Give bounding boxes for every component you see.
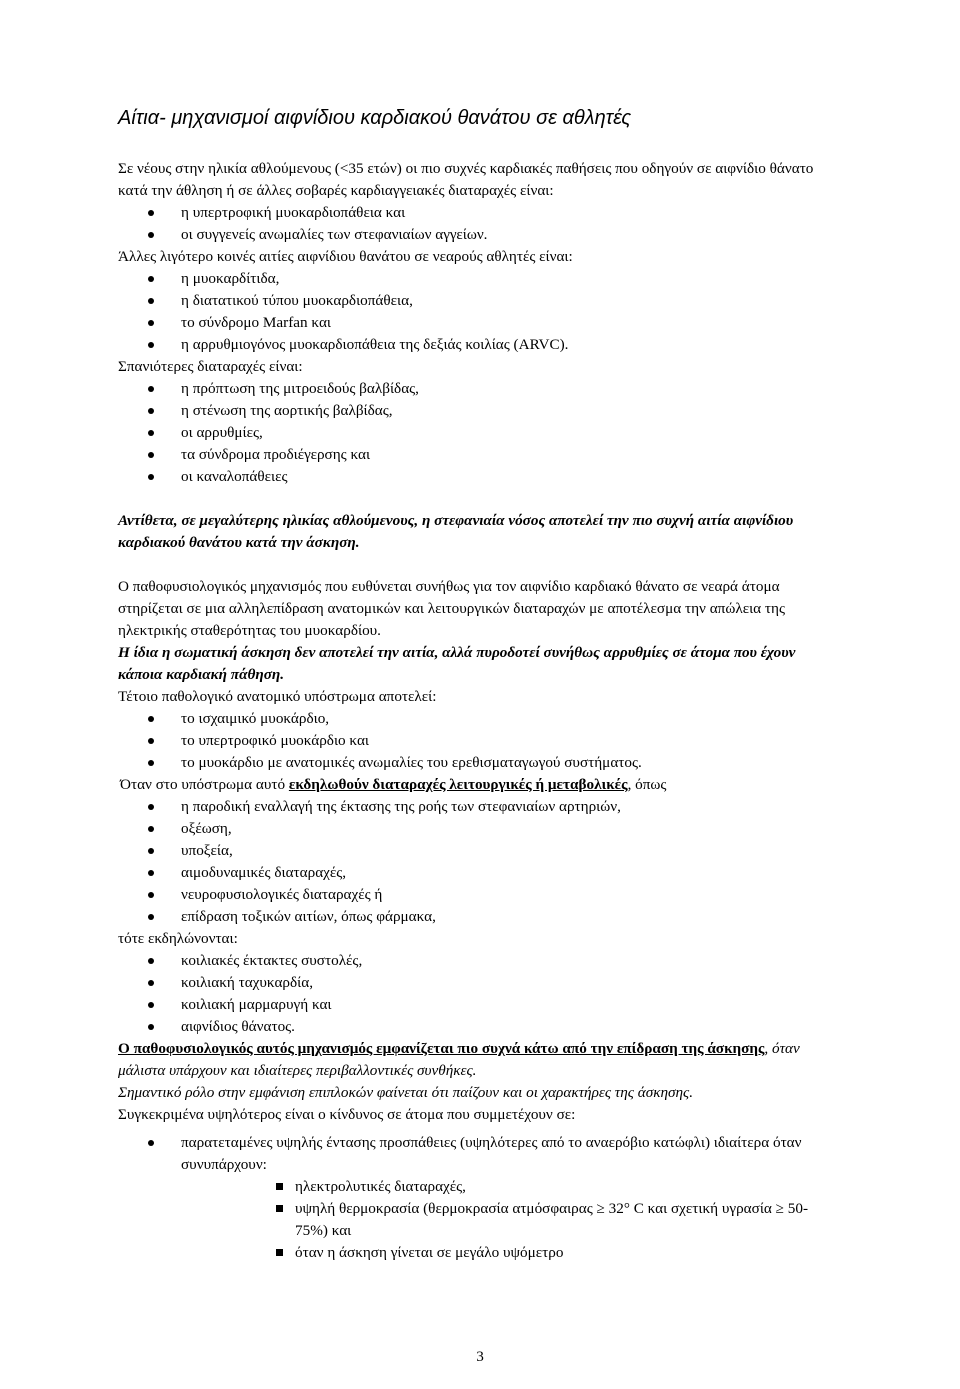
list-item: υψηλή θερμοκρασία (θερμοκρασία ατμόσφαιρας ≥ 32° C και σχετική υγρασία ≥ 50-75%) και xyxy=(118,1198,830,1242)
list-item: το υπερτροφικό μυοκάρδιο και xyxy=(118,730,830,752)
list-item: κοιλιακή ταχυκαρδία, xyxy=(118,972,830,994)
list-item: οι συγγενείς ανωμαλίες των στεφανιαίων αγγείων. xyxy=(118,224,830,246)
when-paragraph xyxy=(118,774,830,796)
role-paragraph: Σημαντικό ρόλο στην εμφάνιση επιπλοκών φαίνεται ότι παίζουν και οι χαρακτήρες της άσκησης. xyxy=(118,1084,694,1101)
less-common-paragraph: Άλλες λιγότερο κοινές αιτίες αιφνίδιου θανάτου σε νεαρούς αθλητές είναι: xyxy=(118,248,573,265)
list-substrate xyxy=(118,708,830,774)
list-item: αιφνίδιος θάνατος. xyxy=(118,1016,830,1038)
appears-paragraph xyxy=(118,1038,830,1082)
list-item: αιμοδυναμικές διαταραχές, xyxy=(118,862,830,884)
list-item: οι καναλοπάθειες xyxy=(118,466,830,488)
list-item: η πρόπτωση της μιτροειδούς βαλβίδας, xyxy=(118,378,830,400)
older-athletes-paragraph: Αντίθετα, σε μεγαλύτερης ηλικίας αθλούμενους, η στεφανιαία νόσος αποτελεί την πιο συχνή αιτία αιφνίδιου καρδιακού θανάτου κατά την άσκηση. xyxy=(118,512,794,551)
when-emphasis: εκδηλωθούν διαταραχές λειτουργικές ή μεταβολικές xyxy=(288,776,628,793)
page-title: Αίτια- μηχανισμοί αιφνίδιου καρδιακού θανάτου σε αθλητές xyxy=(118,107,632,129)
list-triggers xyxy=(118,796,830,928)
list-item: η στένωση της αορτικής βαλβίδας, xyxy=(118,400,830,422)
list-rarer xyxy=(118,378,830,488)
list-item: η μυοκαρδίτιδα, xyxy=(118,268,830,290)
list-item: υποξεία, xyxy=(118,840,830,862)
list-item: κοιλιακή μαρμαρυγή και xyxy=(118,994,830,1016)
list-item: το μυοκάρδιο με ανατομικές ανωμαλίες του ερεθισματαγωγού συστήματος. xyxy=(118,752,830,774)
rarer-paragraph: Σπανιότερες διαταραχές είναι: xyxy=(118,358,303,375)
risk-paragraph: Συγκεκριμένα υψηλότερος είναι ο κίνδυνος σε άτομα που συμμετέχουν σε: xyxy=(118,1106,576,1123)
list-item: όταν η άσκηση γίνεται σε μεγάλο υψόμετρο xyxy=(118,1242,830,1264)
list-item: τα σύνδρομα προδιέγερσης και xyxy=(118,444,830,466)
list-outcomes xyxy=(118,950,830,1038)
list-item: η αρρυθμιογόνος μυοκαρδιοπάθεια της δεξιάς κοιλίας (ARVC). xyxy=(118,334,830,356)
list-item: νευροφυσιολογικές διαταραχές ή xyxy=(118,884,830,906)
list-item: το ισχαιμικό μυοκάρδιο, xyxy=(118,708,830,730)
list-item: οξέωση, xyxy=(118,818,830,840)
intro-paragraph: Σε νέους στην ηλικία αθλούμενους (<35 ετών) οι πιο συχνές καρδιακές παθήσεις που οδηγούν σε αιφνίδιο θάνατο κατά την άθληση ή σε άλλες σοβαρές καρδιαγγειακές διαταραχές είναι: xyxy=(118,160,814,199)
exercise-paragraph: Η ίδια η σωματική άσκηση δεν αποτελεί την αιτία, αλλά πυροδοτεί συνήθως αρρυθμίες σε άτομα που έχουν κάποια καρδιακή πάθηση. xyxy=(118,644,796,683)
list-conditions xyxy=(118,1176,830,1264)
mechanism-paragraph: Ο παθοφυσιολογικός μηχανισμός που ευθύνεται συνήθως για τον αιφνίδιο καρδιακό θάνατο σε νεαρά άτομα στηρίζεται σε μια αλληλεπίδραση ανατομικών και λειτουργικών διαταραχών με αποτέλεσμα την απώλεια της ηλεκτρικής σταθερότητας του μυοκαρδίου. xyxy=(118,578,785,639)
when-prefix: Όταν στο υπόστρωμα αυτό xyxy=(120,776,289,793)
when-suffix: , όπως xyxy=(627,776,667,793)
list-item: ηλεκτρολυτικές διαταραχές, xyxy=(118,1176,830,1198)
list-main-causes xyxy=(118,202,830,246)
then-paragraph: τότε εκδηλώνονται: xyxy=(118,930,238,947)
list-risk xyxy=(118,1132,830,1176)
list-item: η διατατικού τύπου μυοκαρδιοπάθεια, xyxy=(118,290,830,312)
list-item: η παροδική εναλλαγή της έκτασης της ροής των στεφανιαίων αρτηριών, xyxy=(118,796,830,818)
list-item: επίδραση τοξικών αιτίων, όπως φάρμακα, xyxy=(118,906,830,928)
page-number: 3 xyxy=(476,1348,484,1365)
appears-emphasis: Ο παθοφυσιολογικός αυτός μηχανισμός εμφανίζεται πιο συχνά κάτω από την επίδραση της άσκησης xyxy=(118,1040,765,1057)
list-item: το σύνδρομο Marfan και xyxy=(118,312,830,334)
list-item: παρατεταμένες υψηλής έντασης προσπάθειες (υψηλότερες από το αναερόβιο κατώφλι) ιδιαίτερα όταν συνυπάρχουν: xyxy=(118,1132,830,1176)
appears-italic: , όταν μάλιστα υπάρχουν και ιδιαίτερες περιβαλλοντικές συνθήκες. xyxy=(118,1040,800,1079)
substrate-paragraph: Τέτοιο παθολογικό ανατομικό υπόστρωμα αποτελεί: xyxy=(118,688,437,705)
list-item: η υπερτροφική μυοκαρδιοπάθεια και xyxy=(118,202,830,224)
list-item: κοιλιακές έκτακτες συστολές, xyxy=(118,950,830,972)
list-less-common xyxy=(118,268,830,356)
list-item: οι αρρυθμίες, xyxy=(118,422,830,444)
